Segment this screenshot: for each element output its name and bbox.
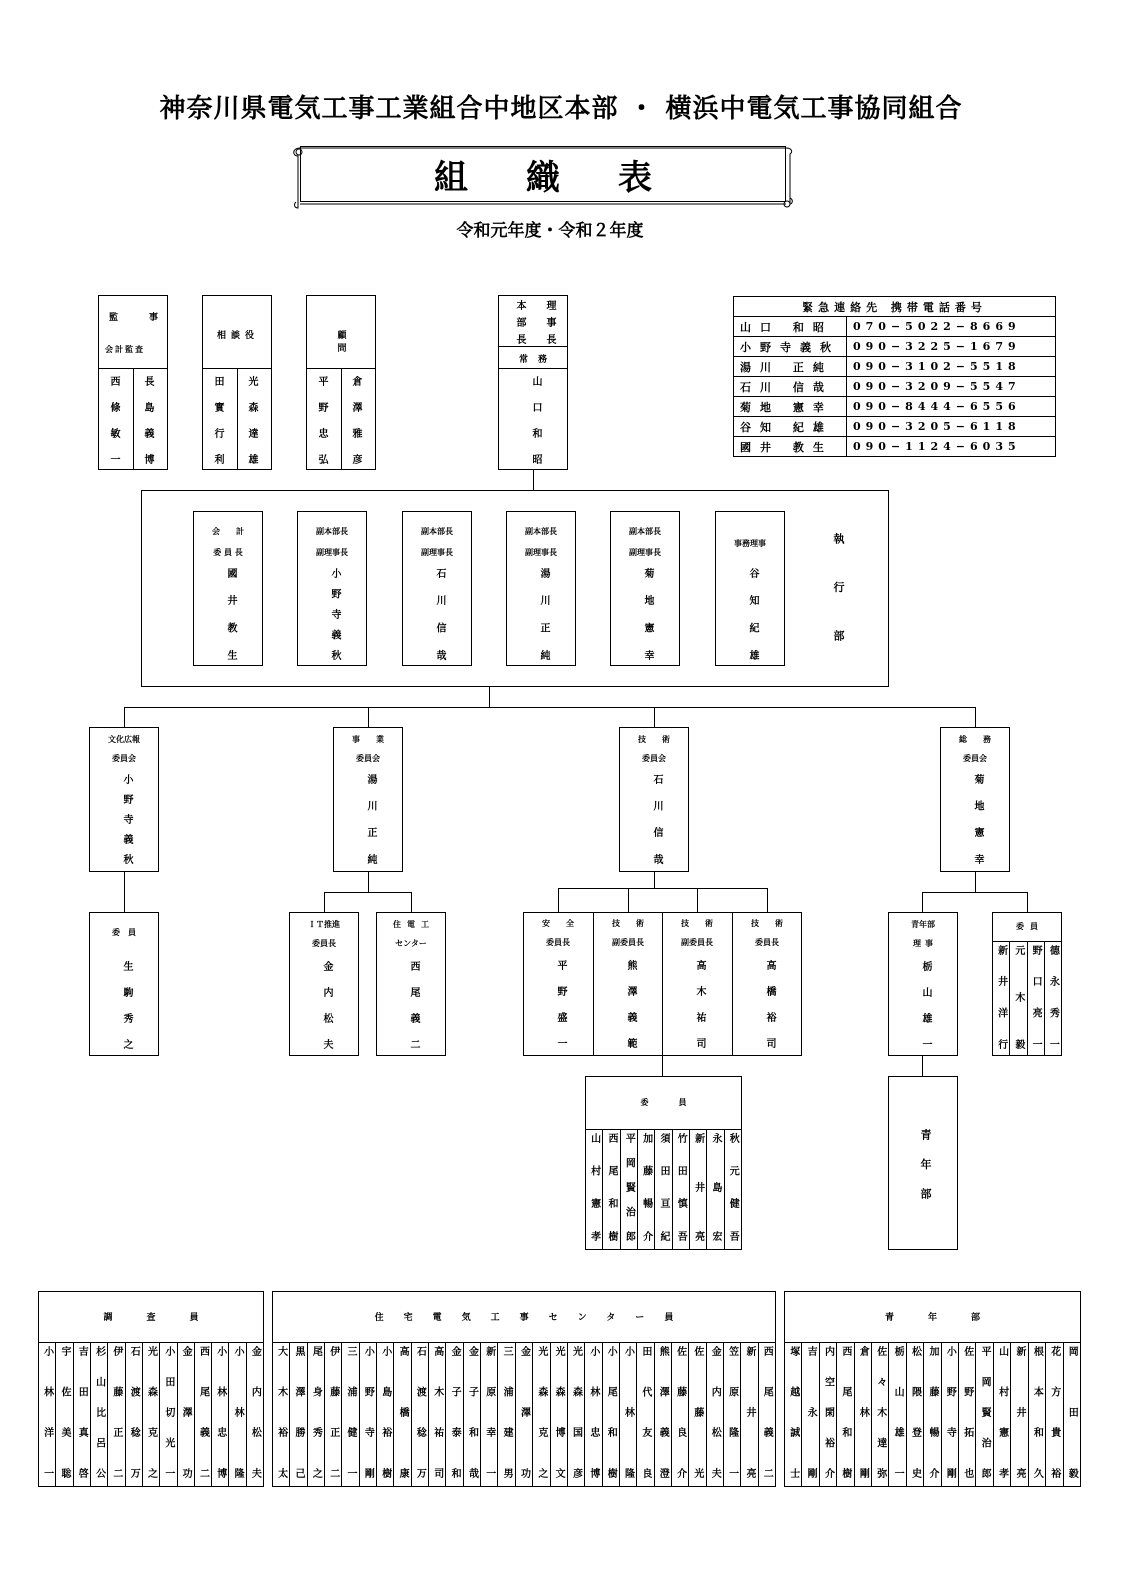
role-line: 副理事長 bbox=[629, 547, 661, 557]
member-name: 岡田毅 bbox=[1066, 1346, 1078, 1478]
role-line: 技 術 bbox=[751, 918, 783, 928]
connector bbox=[697, 888, 698, 912]
member-hirano-seiichi: 平野盛一 bbox=[555, 960, 566, 1048]
member-name: 杉山比呂公 bbox=[93, 1346, 105, 1478]
role-line: 事務理事 bbox=[734, 538, 766, 548]
role-line: 委員長 bbox=[546, 937, 570, 947]
connector bbox=[368, 707, 369, 727]
role-line: 副理事長 bbox=[421, 547, 453, 557]
member-name: 新井亮 bbox=[1013, 1346, 1025, 1478]
member-name: 新井亮 bbox=[692, 1133, 704, 1241]
connector bbox=[558, 888, 768, 889]
contact-name: 國井 教生 bbox=[734, 437, 847, 457]
member-name: 光森克之 bbox=[535, 1346, 547, 1478]
table-title: 青年部 bbox=[884, 1313, 1014, 1323]
role-line: 理事 bbox=[913, 938, 937, 948]
member-yukawa: 湯川正純 bbox=[365, 774, 376, 864]
fiscal-year: 令和元年度・令和２年度 bbox=[456, 221, 644, 241]
member-name: 吉田真啓 bbox=[76, 1346, 88, 1478]
connector bbox=[654, 872, 655, 888]
member-kikuchi: 菊地憲幸 bbox=[972, 774, 983, 864]
role-line: 住電工 bbox=[393, 919, 435, 929]
role-line: 副委員長 bbox=[612, 937, 644, 947]
member-name: 西尾和樹 bbox=[839, 1346, 851, 1478]
contact-name: 山口 和昭 bbox=[734, 317, 847, 337]
member-onodera: 小野寺義秋 bbox=[329, 568, 340, 660]
member-name: 光森国彦 bbox=[570, 1346, 582, 1478]
member-name: 黒澤勝己 bbox=[293, 1346, 305, 1478]
member-name: 光森博文 bbox=[553, 1346, 565, 1478]
member-name: 伊藤正二 bbox=[110, 1346, 122, 1478]
contact-phone: 070−5022−8669 bbox=[847, 317, 1056, 337]
emergency-header: 緊急連絡先 携帯電話番号 bbox=[734, 297, 1056, 317]
exec-fuku-4 bbox=[610, 511, 680, 666]
contact-phone: 090−1124−6035 bbox=[847, 437, 1056, 457]
member-name: 金澤功 bbox=[180, 1346, 192, 1478]
contact-phone: 090−3209−5547 bbox=[847, 377, 1056, 397]
role-line: 青年部 bbox=[911, 919, 935, 929]
member-yukawa: 湯川正純 bbox=[538, 568, 549, 660]
connector bbox=[368, 872, 369, 892]
connector bbox=[628, 888, 629, 912]
gijutsu-iin-box bbox=[585, 1076, 742, 1250]
member-nishio: 西尾義二 bbox=[408, 961, 419, 1049]
member-name: 石渡稔万 bbox=[414, 1346, 426, 1478]
member-name: 小尾和樹 bbox=[605, 1346, 617, 1478]
member-name: 佐々木達弥 bbox=[874, 1346, 886, 1478]
connector bbox=[767, 888, 768, 912]
member-name: 小林忠博 bbox=[587, 1346, 599, 1478]
connector bbox=[922, 1056, 923, 1076]
contact-phone: 090−3225−1679 bbox=[847, 337, 1056, 357]
role-line: 副本部長 bbox=[525, 526, 557, 536]
role-line: 安 全 bbox=[542, 918, 574, 928]
member-mitsumori: 光森達雄 bbox=[246, 376, 257, 464]
contact-phone: 090−3102−5518 bbox=[847, 357, 1056, 377]
member-name: 小林隆 bbox=[622, 1346, 634, 1478]
member-name: 小野寺剛 bbox=[362, 1346, 374, 1478]
jutaku-center-box bbox=[376, 912, 446, 1056]
member-saijo: 西條敏一 bbox=[108, 376, 119, 464]
member-kunii: 國井教生 bbox=[225, 568, 236, 660]
committee-jigyo bbox=[333, 727, 403, 872]
role-line: 技 術 bbox=[681, 918, 713, 928]
connector bbox=[124, 872, 125, 912]
chosain-table bbox=[38, 1291, 264, 1487]
member-name: 新井亮 bbox=[743, 1346, 755, 1478]
contact-name: 湯川 正純 bbox=[734, 357, 847, 377]
role-line: センター bbox=[395, 938, 427, 948]
connector bbox=[662, 1056, 663, 1076]
role-line: 会 計 bbox=[212, 526, 244, 536]
member-name: 小田切光一 bbox=[162, 1346, 174, 1478]
member-tochiyama: 栃山雄一 bbox=[920, 961, 931, 1049]
connector bbox=[558, 888, 559, 912]
contact-name: 石川 信哉 bbox=[734, 377, 847, 397]
member-name: 西尾義二 bbox=[197, 1346, 209, 1478]
page-title: 神奈川県電気工事工業組合中地区本部 ・ 横浜中電気工事協同組合 bbox=[159, 94, 963, 124]
member-hirano: 平野忠弘 bbox=[316, 376, 327, 464]
role-line: 事 業 bbox=[352, 734, 384, 744]
role-line: 副委員長 bbox=[681, 937, 713, 947]
member-motoki: 元木毅 bbox=[1012, 945, 1024, 1049]
member-name: 金子泰和 bbox=[449, 1346, 461, 1478]
member-name: 三浦建男 bbox=[501, 1346, 513, 1478]
exec-fuku-2 bbox=[402, 511, 472, 666]
komon-title: 顧問 bbox=[337, 331, 365, 354]
member-name: 宇佐美聡 bbox=[58, 1346, 70, 1478]
exec-kaikei bbox=[193, 511, 263, 666]
komon-box bbox=[306, 295, 376, 470]
member-takagi: 高木祐司 bbox=[694, 960, 705, 1048]
member-name: 佐野拓也 bbox=[961, 1346, 973, 1478]
member-name: 小島裕樹 bbox=[379, 1346, 391, 1478]
committee-gijutsu bbox=[619, 727, 689, 872]
member-name: 竹田慎吾 bbox=[675, 1133, 687, 1241]
member-name: 根本和久 bbox=[1031, 1346, 1043, 1478]
role-line: 副理事長 bbox=[525, 547, 557, 557]
somu-iin-box bbox=[992, 912, 1062, 1056]
committee-bunka bbox=[89, 727, 159, 872]
member-name: 内空閑裕介 bbox=[822, 1346, 834, 1478]
connector bbox=[654, 707, 655, 727]
member-name: 佐藤光 bbox=[691, 1346, 703, 1478]
sodanyaku-box bbox=[202, 295, 272, 470]
connector bbox=[489, 687, 490, 707]
member-name: 永島宏 bbox=[709, 1133, 721, 1241]
role-line: 副理事長 bbox=[316, 547, 348, 557]
center-member-table bbox=[272, 1291, 776, 1487]
role-line: 副本部長 bbox=[316, 526, 348, 536]
kansa-box bbox=[98, 295, 168, 470]
member-name: 西尾義二 bbox=[761, 1346, 773, 1478]
role-line: 委 員 長 bbox=[213, 547, 243, 557]
member-name: 山村憲孝 bbox=[996, 1346, 1008, 1478]
role-line: 技 術 bbox=[612, 918, 644, 928]
honbucho-box bbox=[498, 295, 568, 470]
member-nagashima: 長島義博 bbox=[142, 376, 153, 464]
contact-name: 小野寺義秋 bbox=[734, 337, 847, 357]
member-kurasawa: 倉澤雅彦 bbox=[350, 376, 361, 464]
member-takahashi: 高橋裕司 bbox=[764, 960, 775, 1048]
table-title: 調査員 bbox=[103, 1313, 233, 1323]
role-line: 総 務 bbox=[959, 734, 991, 744]
exec-fuku-1 bbox=[297, 511, 367, 666]
contact-phone: 090−8444−6556 bbox=[847, 397, 1056, 417]
connector bbox=[411, 892, 412, 912]
role-line: 委員会 bbox=[642, 753, 666, 763]
seinen-riji-box bbox=[888, 912, 958, 1056]
member-name: 小林洋一 bbox=[41, 1346, 53, 1478]
role-line: 委員 bbox=[1016, 921, 1044, 931]
contact-phone: 090−3205−6118 bbox=[847, 417, 1056, 437]
role-line: 委員 bbox=[640, 1097, 717, 1107]
seinenbu-box bbox=[888, 1076, 958, 1250]
kansa-title-1: 監 bbox=[109, 313, 119, 323]
member-name: 熊澤義澄 bbox=[657, 1346, 669, 1478]
it-box bbox=[289, 912, 359, 1056]
emergency-contact-table bbox=[733, 296, 1056, 457]
contact-name: 谷知 紀雄 bbox=[734, 417, 847, 437]
member-name: 三浦健一 bbox=[345, 1346, 357, 1478]
role-line: 委員会 bbox=[963, 753, 987, 763]
role-line: 副本部長 bbox=[421, 526, 453, 536]
member-name: 石渡稔万 bbox=[128, 1346, 140, 1478]
seinenbu-member-table bbox=[784, 1291, 1081, 1487]
member-tokunaga: 德永秀一 bbox=[1047, 945, 1059, 1049]
member-name: 平岡賢治郎 bbox=[979, 1346, 991, 1478]
role-line: 委員会 bbox=[112, 753, 136, 763]
exec-fuku-3 bbox=[506, 511, 576, 666]
member-name: 金澤功 bbox=[518, 1346, 530, 1478]
table-title: 住宅電気工事センター員 bbox=[374, 1313, 694, 1323]
connector bbox=[922, 892, 1028, 893]
member-ishikawa: 石川信哉 bbox=[434, 568, 445, 660]
member-ishikawa: 石川信哉 bbox=[651, 774, 662, 864]
member-name: 栃山雄一 bbox=[892, 1346, 904, 1478]
member-name: 笠原隆一 bbox=[726, 1346, 738, 1478]
connector bbox=[124, 707, 125, 727]
member-name: 西尾和樹 bbox=[605, 1133, 617, 1241]
member-name: 吉永剛 bbox=[805, 1346, 817, 1478]
connector bbox=[533, 470, 534, 491]
member-name: 山村憲孝 bbox=[588, 1133, 600, 1241]
connector bbox=[324, 892, 325, 912]
connector bbox=[1027, 892, 1028, 912]
honbucho-title: 本部長 bbox=[514, 300, 525, 344]
member-name: 田代友良 bbox=[639, 1346, 651, 1478]
jomu-title: 常務 bbox=[518, 355, 557, 365]
role-line: 委員 bbox=[112, 927, 144, 937]
member-name: 伊藤正二 bbox=[327, 1346, 339, 1478]
member-kikuchi: 菊地憲幸 bbox=[642, 568, 653, 660]
role-line: 委員長 bbox=[312, 938, 336, 948]
seinenbu-label: 青年部 bbox=[919, 1129, 932, 1199]
member-name: 尾身秀之 bbox=[310, 1346, 322, 1478]
member-name: 松隈登史 bbox=[909, 1346, 921, 1478]
connector bbox=[975, 872, 976, 892]
member-name: 加藤暢介 bbox=[926, 1346, 938, 1478]
member-kumazawa: 熊澤義範 bbox=[625, 960, 636, 1048]
member-name: 倉林剛 bbox=[857, 1346, 869, 1478]
member-tajitsu: 田實行利 bbox=[212, 376, 223, 464]
member-name: 新原幸一 bbox=[483, 1346, 495, 1478]
contact-name: 菊地 憲幸 bbox=[734, 397, 847, 417]
member-name: 小林隆 bbox=[232, 1346, 244, 1478]
sodanyaku-title: 相談役 bbox=[216, 331, 259, 341]
role-line: 副本部長 bbox=[629, 526, 661, 536]
connector bbox=[922, 892, 923, 912]
member-name: 佐藤良介 bbox=[674, 1346, 686, 1478]
member-name: 金内松夫 bbox=[249, 1346, 261, 1478]
exec-jimu bbox=[715, 511, 785, 666]
committee-somu bbox=[940, 727, 1010, 872]
member-name: 光森克之 bbox=[145, 1346, 157, 1478]
member-name: 花方貴裕 bbox=[1048, 1346, 1060, 1478]
chart-title: 組織表 bbox=[300, 146, 786, 202]
member-ikoma: 生駒秀之 bbox=[121, 961, 132, 1049]
member-name: 高橋康 bbox=[397, 1346, 409, 1478]
role-line: 委員会 bbox=[356, 753, 380, 763]
member-name: 塚越誠士 bbox=[787, 1346, 799, 1478]
bunka-iin-box bbox=[89, 912, 159, 1056]
member-yamaguchi: 山口和昭 bbox=[530, 376, 541, 464]
member-name: 高木祐司 bbox=[431, 1346, 443, 1478]
rijicho-title: 理事長 bbox=[544, 300, 555, 344]
role-line: 文化広報 bbox=[108, 734, 140, 744]
member-name: 須田亘紀 bbox=[657, 1133, 669, 1241]
member-name: 小林忠博 bbox=[214, 1346, 226, 1478]
kansa-title-2: 事 bbox=[149, 313, 159, 323]
member-noguchi: 野口亮一 bbox=[1030, 945, 1042, 1049]
member-name: 秋元健吾 bbox=[727, 1133, 739, 1241]
connector bbox=[124, 707, 976, 708]
exec-board-label: 執行部 bbox=[832, 533, 845, 641]
member-name: 金子和哉 bbox=[466, 1346, 478, 1478]
role-line: 委員長 bbox=[755, 937, 779, 947]
role-line: ＩＴ推進 bbox=[308, 919, 340, 929]
member-kanauchi: 金内松夫 bbox=[321, 961, 332, 1049]
role-line: 技 術 bbox=[638, 734, 670, 744]
member-onodera: 小野寺義秋 bbox=[121, 774, 132, 864]
member-name: 小野寺剛 bbox=[944, 1346, 956, 1478]
connector bbox=[975, 707, 976, 727]
member-name: 金内松夫 bbox=[709, 1346, 721, 1478]
member-yachi: 谷知紀雄 bbox=[747, 568, 758, 660]
member-name: 大木裕太 bbox=[275, 1346, 287, 1478]
member-arai: 新井洋行 bbox=[995, 945, 1007, 1049]
connector bbox=[324, 892, 412, 893]
kansa-title-3: 会計監査 bbox=[105, 344, 145, 354]
member-name: 加藤暢介 bbox=[640, 1133, 652, 1241]
member-name: 平岡賢治郎 bbox=[623, 1133, 635, 1241]
